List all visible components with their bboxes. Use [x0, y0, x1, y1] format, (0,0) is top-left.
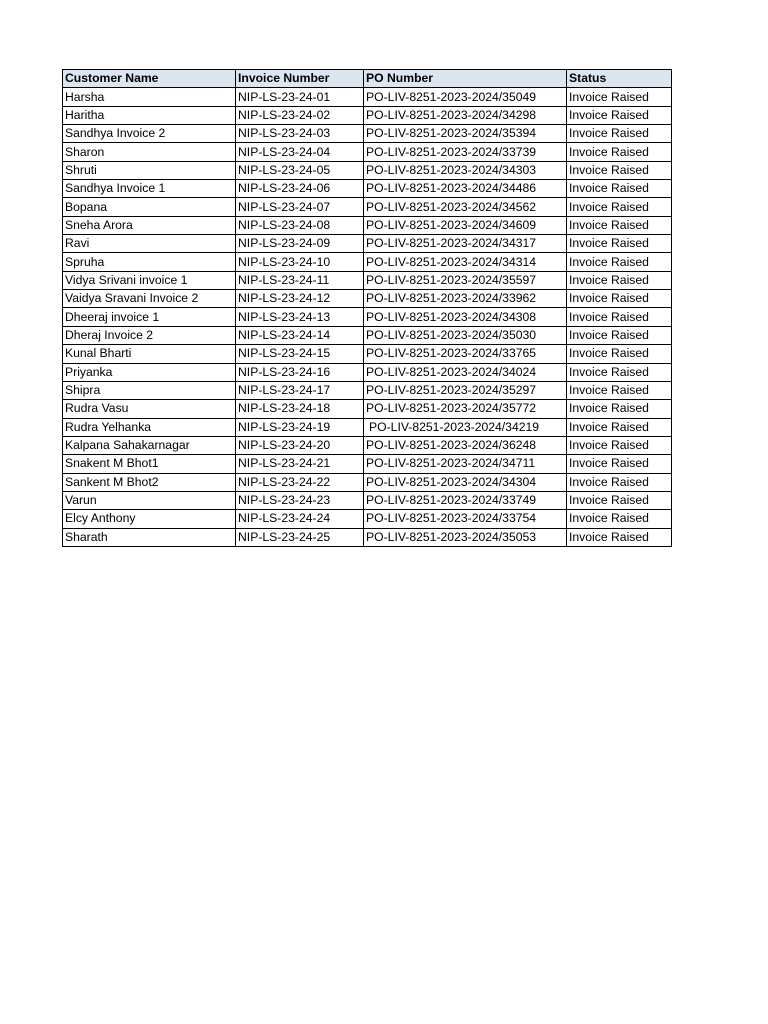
po-number-cell: PO-LIV-8251-2023-2024/34304: [364, 473, 567, 491]
status-cell: Invoice Raised: [567, 528, 672, 546]
invoice-number-cell: NIP-LS-23-24-13: [236, 308, 364, 326]
po-number-cell: PO-LIV-8251-2023-2024/35394: [364, 125, 567, 143]
status-cell: Invoice Raised: [567, 436, 672, 454]
customer-name-cell: Sharon: [63, 143, 236, 161]
customer-name-cell: Ravi: [63, 235, 236, 253]
po-number-cell: PO-LIV-8251-2023-2024/34308: [364, 308, 567, 326]
status-cell: Invoice Raised: [567, 253, 672, 271]
status-cell: Invoice Raised: [567, 271, 672, 289]
table-row: [63, 381, 672, 399]
customer-name-cell: Priyanka: [63, 363, 236, 381]
invoice-number-cell: NIP-LS-23-24-18: [236, 400, 364, 418]
status-cell: Invoice Raised: [567, 125, 672, 143]
customer-name-cell: Harsha: [63, 88, 236, 106]
customer-name-cell: Bopana: [63, 198, 236, 216]
customer-name-cell: Kunal Bharti: [63, 345, 236, 363]
status-cell: Invoice Raised: [567, 473, 672, 491]
status-cell: Invoice Raised: [567, 106, 672, 124]
table-row: [63, 510, 672, 528]
status-cell: Invoice Raised: [567, 216, 672, 234]
status-cell: Invoice Raised: [567, 510, 672, 528]
table-row: [63, 308, 672, 326]
table-row: [63, 198, 672, 216]
invoice-number-cell: NIP-LS-23-24-17: [236, 381, 364, 399]
customer-name-cell: Dheeraj invoice 1: [63, 308, 236, 326]
customer-name-cell: Shruti: [63, 161, 236, 179]
invoice-number-cell: NIP-LS-23-24-22: [236, 473, 364, 491]
po-number-cell: PO-LIV-8251-2023-2024/33749: [364, 491, 567, 509]
invoice-number-cell: NIP-LS-23-24-11: [236, 271, 364, 289]
po-number-cell: PO-LIV-8251-2023-2024/33765: [364, 345, 567, 363]
table-row: [63, 235, 672, 253]
status-cell: Invoice Raised: [567, 180, 672, 198]
customer-name-cell: Shipra: [63, 381, 236, 399]
table-row: [63, 216, 672, 234]
table-row: [63, 436, 672, 454]
invoice-number-cell: NIP-LS-23-24-05: [236, 161, 364, 179]
po-number-cell: PO-LIV-8251-2023-2024/35049: [364, 88, 567, 106]
invoice-number-cell: NIP-LS-23-24-08: [236, 216, 364, 234]
status-cell: Invoice Raised: [567, 161, 672, 179]
status-cell: Invoice Raised: [567, 88, 672, 106]
table-header-row: [63, 70, 672, 88]
table-row: [63, 528, 672, 546]
customer-name-cell: Haritha: [63, 106, 236, 124]
table-row: [63, 345, 672, 363]
po-number-cell: PO-LIV-8251-2023-2024/36248: [364, 436, 567, 454]
customer-name-cell: Rudra Vasu: [63, 400, 236, 418]
invoice-number-cell: NIP-LS-23-24-21: [236, 455, 364, 473]
po-number-cell: PO-LIV-8251-2023-2024/34711: [364, 455, 567, 473]
customer-name-cell: Sandhya Invoice 1: [63, 180, 236, 198]
table-row: [63, 125, 672, 143]
status-cell: Invoice Raised: [567, 290, 672, 308]
invoice-number-cell: NIP-LS-23-24-12: [236, 290, 364, 308]
header-status: Status: [567, 70, 672, 88]
po-number-cell: PO-LIV-8251-2023-2024/34303: [364, 161, 567, 179]
status-cell: Invoice Raised: [567, 235, 672, 253]
invoice-number-cell: NIP-LS-23-24-14: [236, 326, 364, 344]
table-row: [63, 106, 672, 124]
invoice-number-cell: NIP-LS-23-24-15: [236, 345, 364, 363]
customer-name-cell: Vidya Srivani invoice 1: [63, 271, 236, 289]
table-row: [63, 400, 672, 418]
header-po-number: PO Number: [364, 70, 567, 88]
invoice-number-cell: NIP-LS-23-24-23: [236, 491, 364, 509]
invoice-number-cell: NIP-LS-23-24-04: [236, 143, 364, 161]
status-cell: Invoice Raised: [567, 400, 672, 418]
customer-name-cell: Vaidya Sravani Invoice 2: [63, 290, 236, 308]
customer-name-cell: Dheraj Invoice 2: [63, 326, 236, 344]
table-row: [63, 88, 672, 106]
po-number-cell: PO-LIV-8251-2023-2024/35030: [364, 326, 567, 344]
po-number-cell: PO-LIV-8251-2023-2024/33754: [364, 510, 567, 528]
invoice-number-cell: NIP-LS-23-24-02: [236, 106, 364, 124]
table-row: [63, 473, 672, 491]
po-number-cell: PO-LIV-8251-2023-2024/34298: [364, 106, 567, 124]
invoice-number-cell: NIP-LS-23-24-25: [236, 528, 364, 546]
customer-name-cell: Snakent M Bhot1: [63, 455, 236, 473]
customer-name-cell: Rudra Yelhanka: [63, 418, 236, 436]
invoice-number-cell: NIP-LS-23-24-24: [236, 510, 364, 528]
status-cell: Invoice Raised: [567, 381, 672, 399]
table-row: [63, 161, 672, 179]
status-cell: Invoice Raised: [567, 418, 672, 436]
invoice-number-cell: NIP-LS-23-24-03: [236, 125, 364, 143]
po-number-cell: PO-LIV-8251-2023-2024/34486: [364, 180, 567, 198]
header-customer-name: Customer Name: [63, 70, 236, 88]
status-cell: Invoice Raised: [567, 326, 672, 344]
po-number-cell: PO-LIV-8251-2023-2024/34562: [364, 198, 567, 216]
status-cell: Invoice Raised: [567, 363, 672, 381]
customer-name-cell: Sankent M Bhot2: [63, 473, 236, 491]
table-row: [63, 491, 672, 509]
po-number-cell: PO-LIV-8251-2023-2024/33739: [364, 143, 567, 161]
header-invoice-number: Invoice Number: [236, 70, 364, 88]
invoice-table: [62, 69, 672, 547]
table-row: [63, 143, 672, 161]
table-row: [63, 455, 672, 473]
customer-name-cell: Sneha Arora: [63, 216, 236, 234]
customer-name-cell: Sharath: [63, 528, 236, 546]
po-number-cell: PO-LIV-8251-2023-2024/35053: [364, 528, 567, 546]
po-number-cell: PO-LIV-8251-2023-2024/35772: [364, 400, 567, 418]
invoice-number-cell: NIP-LS-23-24-20: [236, 436, 364, 454]
invoice-number-cell: NIP-LS-23-24-06: [236, 180, 364, 198]
po-number-cell: PO-LIV-8251-2023-2024/34317: [364, 235, 567, 253]
invoice-number-cell: NIP-LS-23-24-19: [236, 418, 364, 436]
table-row: [63, 180, 672, 198]
table-row: [63, 418, 672, 436]
po-number-cell: PO-LIV-8251-2023-2024/35297: [364, 381, 567, 399]
po-number-cell: PO-LIV-8251-2023-2024/34219: [364, 418, 567, 436]
customer-name-cell: Elcy Anthony: [63, 510, 236, 528]
table-row: [63, 271, 672, 289]
invoice-number-cell: NIP-LS-23-24-07: [236, 198, 364, 216]
customer-name-cell: Sandhya Invoice 2: [63, 125, 236, 143]
status-cell: Invoice Raised: [567, 143, 672, 161]
invoice-number-cell: NIP-LS-23-24-01: [236, 88, 364, 106]
invoice-number-cell: NIP-LS-23-24-16: [236, 363, 364, 381]
table-row: [63, 326, 672, 344]
customer-name-cell: Kalpana Sahakarnagar: [63, 436, 236, 454]
customer-name-cell: Varun: [63, 491, 236, 509]
po-number-cell: PO-LIV-8251-2023-2024/34024: [364, 363, 567, 381]
po-number-cell: PO-LIV-8251-2023-2024/33962: [364, 290, 567, 308]
customer-name-cell: Spruha: [63, 253, 236, 271]
po-number-cell: PO-LIV-8251-2023-2024/34314: [364, 253, 567, 271]
po-number-cell: PO-LIV-8251-2023-2024/34609: [364, 216, 567, 234]
status-cell: Invoice Raised: [567, 455, 672, 473]
status-cell: Invoice Raised: [567, 345, 672, 363]
invoice-number-cell: NIP-LS-23-24-10: [236, 253, 364, 271]
status-cell: Invoice Raised: [567, 198, 672, 216]
table-row: [63, 290, 672, 308]
status-cell: Invoice Raised: [567, 491, 672, 509]
status-cell: Invoice Raised: [567, 308, 672, 326]
table-row: [63, 253, 672, 271]
po-number-cell: PO-LIV-8251-2023-2024/35597: [364, 271, 567, 289]
invoice-number-cell: NIP-LS-23-24-09: [236, 235, 364, 253]
table-row: [63, 363, 672, 381]
